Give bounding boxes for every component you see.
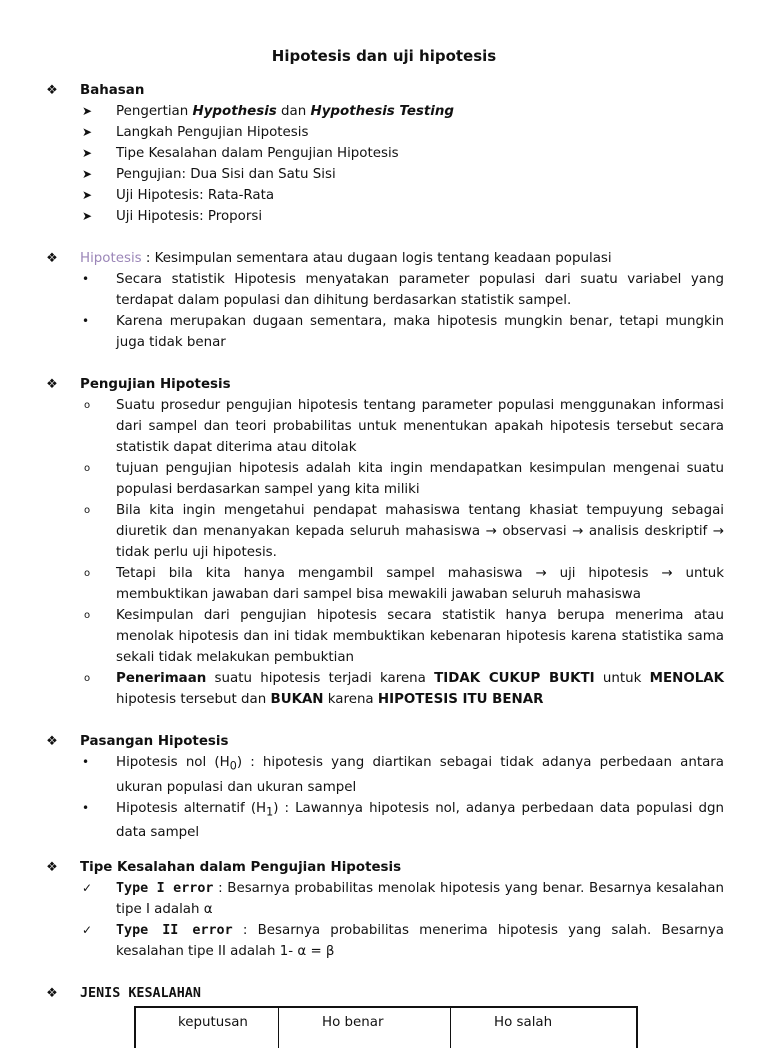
- circle-bullet-icon: o: [84, 463, 91, 474]
- list-item: ➤ Pengujian: Dua Sisi dan Satu Sisi: [0, 164, 768, 185]
- bullet-icon: •: [82, 272, 90, 286]
- circle-bullet-icon: o: [84, 610, 91, 621]
- section-heading-pengujian: Pengujian Hipotesis: [80, 377, 231, 392]
- circle-bullet-icon: o: [84, 568, 91, 579]
- hipotesis-definition: Hipotesis : Kesimpulan sementara atau dugaan logis tentang keadaan populasi: [80, 251, 612, 266]
- list-item: o Bila kita ingin mengetahui pendapat mahasiswa tentang khasiat tempuyung sebagai diuretik dan menanyakan kepada seluruh mahasiswa → observasi → analisis deskriptif → tidak perlu uji hipotesis.: [0, 500, 768, 563]
- diamond-bullet-icon: ❖: [46, 83, 58, 98]
- circle-bullet-icon: o: [84, 400, 91, 411]
- list-item: o Suatu prosedur pengujian hipotesis tentang parameter populasi menggunakan informasi dari sampel dan teori probabilitas untuk menentukan apakah hipotesis tersebut secara statistik dapat diterima atau ditolak: [0, 395, 768, 458]
- diamond-bullet-icon: ❖: [46, 860, 58, 875]
- bullet-icon: •: [82, 800, 90, 815]
- list-item: • Secara statistik Hipotesis menyatakan parameter populasi dari suatu variabel yang terdapat dalam populasi dan dihitung berdasarkan statistik sampel.: [0, 269, 768, 311]
- list-item: ✓ Type I error : Besarnya probabilitas menolak hipotesis yang benar. Besarnya kesalahan tipe I adalah α: [0, 878, 768, 920]
- pengujian-list: [0, 395, 768, 710]
- list-item: o Kesimpulan dari pengujian hipotesis secara statistik hanya berupa menerima atau menolak hipotesis dan ini tidak membuktikan kebenaran hipotesis karena statistika sama sekali tidak melakukan pembuktian: [0, 605, 768, 668]
- section-heading-bahasan: Bahasan: [80, 83, 145, 98]
- list-item: ➤ Uji Hipotesis: Proporsi: [0, 206, 768, 227]
- section-heading-pasangan: Pasangan Hipotesis: [80, 734, 229, 749]
- check-icon: ✓: [82, 881, 93, 895]
- section-heading-tipe: Tipe Kesalahan dalam Pengujian Hipotesis: [80, 860, 402, 875]
- bahasan-list: [0, 101, 768, 227]
- bullet-icon: •: [82, 314, 90, 328]
- circle-bullet-icon: o: [84, 673, 91, 684]
- pasangan-list: [0, 752, 768, 843]
- arrow-bullet-icon: ➤: [82, 167, 93, 181]
- table-header-ho-salah: Ho salah: [494, 1015, 553, 1030]
- error-types-table: [134, 1006, 638, 1048]
- arrow-bullet-icon: ➤: [82, 146, 93, 160]
- list-item: ➤ Langkah Pengujian Hipotesis: [0, 122, 768, 143]
- list-item: • Hipotesis nol $(H_0)$ : hipotesis yang diartikan sebagai tidak adanya perbedaan antara ukuran populasi dan ukuran sampel: [0, 752, 768, 798]
- table-header-keputusan: keputusan: [178, 1015, 248, 1030]
- page-title: Hipotesis dan uji hipotesis: [271, 47, 497, 65]
- tipe-list: [0, 878, 768, 962]
- section-heading-jenis: JENIS KESALAHAN: [80, 986, 201, 1001]
- bullet-icon: •: [82, 755, 90, 769]
- table-divider: [278, 1008, 279, 1048]
- diamond-bullet-icon: ❖: [46, 986, 58, 1001]
- arrow-bullet-icon: ➤: [82, 209, 93, 223]
- list-item: ➤ Uji Hipotesis: Rata-Rata: [0, 185, 768, 206]
- list-item: o Penerimaan suatu hipotesis terjadi karena TIDAK CUKUP BUKTI untuk MENOLAK hipotesis tersebut dan BUKAN karena HIPOTESIS ITU BENAR: [0, 668, 768, 710]
- check-icon: ✓: [82, 923, 93, 937]
- arrow-bullet-icon: ➤: [82, 125, 93, 139]
- list-item: • Karena merupakan dugaan sementara, maka hipotesis mungkin benar, tetapi mungkin juga tidak benar: [0, 311, 768, 353]
- list-item: ➤ Tipe Kesalahan dalam Pengujian Hipotesis: [0, 143, 768, 164]
- diamond-bullet-icon: ❖: [46, 734, 58, 749]
- list-item: o tujuan pengujian hipotesis adalah kita ingin mendapatkan kesimpulan mengenai suatu populasi berdasarkan sampel yang kita miliki: [0, 458, 768, 500]
- list-item: • Hipotesis alternatif $(H_1)$ : Lawannya hipotesis nol, adanya perbedaan data populasi dgn data sampel: [0, 798, 768, 844]
- arrow-bullet-icon: ➤: [82, 104, 93, 118]
- circle-bullet-icon: o: [84, 505, 91, 516]
- list-item: ➤ Pengertian Hypothesis dan Hypothesis Testing: [0, 101, 768, 122]
- arrow-bullet-icon: ➤: [82, 188, 93, 202]
- hipotesis-list: [0, 269, 768, 353]
- table-header-ho-benar: Ho benar: [322, 1015, 384, 1030]
- table-divider: [450, 1008, 451, 1048]
- diamond-bullet-icon: ❖: [46, 377, 58, 392]
- diamond-bullet-icon: ❖: [46, 251, 58, 266]
- list-item: o Tetapi bila kita hanya mengambil sampel mahasiswa → uji hipotesis → untuk membuktikan jawaban dari sampel bisa mewakili jawaban seluruh mahasiswa: [0, 563, 768, 605]
- list-item: ✓ Type II error : Besarnya probabilitas menerima hipotesis yang salah. Besarnya kesalahan tipe II adalah 1- α = β: [0, 920, 768, 962]
